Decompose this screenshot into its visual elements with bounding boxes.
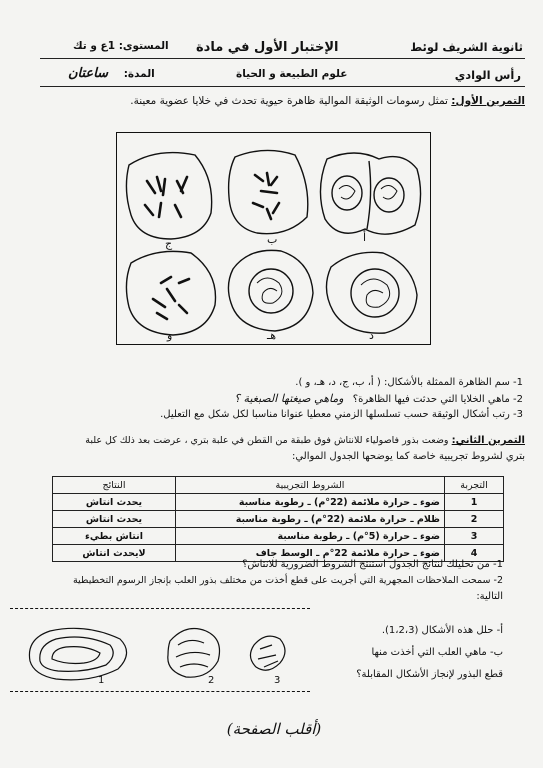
seed-sketches-drawing bbox=[10, 609, 310, 691]
sketch-label-1: 1 bbox=[98, 675, 105, 686]
duration bbox=[68, 66, 155, 81]
table-row bbox=[53, 511, 504, 528]
figure-label-f: و bbox=[167, 329, 173, 342]
figure-label-d: د bbox=[369, 329, 374, 342]
col-header-experiment: التجربة bbox=[445, 477, 504, 494]
figure-label-b: ب bbox=[267, 233, 278, 246]
exercise1-intro-line bbox=[130, 94, 525, 108]
header-divider-top bbox=[40, 58, 525, 59]
school-name: ثانوية الشريف لوئط bbox=[410, 40, 523, 54]
cell-experiment: 2 bbox=[445, 511, 504, 528]
cell-conditions: ضوء ـ حرارة (5°م) ـ رطوبة مناسبة bbox=[176, 528, 445, 545]
cell-experiment: 4 bbox=[445, 545, 504, 562]
subject: علوم الطبيعة و الحياة bbox=[236, 68, 348, 80]
cell-experiment: 1 bbox=[445, 494, 504, 511]
cell-result: يحدث انتاش bbox=[53, 511, 176, 528]
col-header-results: النتائج bbox=[53, 477, 176, 494]
exercise2-sub-b: ب- ماهي العلب التي أخذت منها bbox=[371, 647, 503, 658]
exercise2-sub-b-line2: قطع البذور لإنجاز الأشكال المقابلة؟ bbox=[356, 669, 503, 680]
exercise2-question-2-line2: التالية: bbox=[476, 591, 503, 602]
table-row bbox=[53, 494, 504, 511]
handwritten-answer: وماهي صيغتها الصبغية ؟ bbox=[234, 392, 344, 405]
exercise1-title: التمرين الأول: bbox=[451, 95, 525, 107]
duration-value: ساعتان bbox=[68, 66, 109, 81]
sketch-label-2: 2 bbox=[208, 675, 215, 686]
header-divider-bottom bbox=[40, 86, 525, 87]
region: رأس الوادي bbox=[454, 68, 521, 82]
turn-page-note: (أقلب الصفحة) bbox=[226, 720, 322, 738]
seed-sketches bbox=[10, 608, 310, 692]
experiment-table bbox=[52, 476, 504, 562]
exercise1-intro: تمثل رسومات الوثيقة الموالية ظاهرة حيوية تحدث في خلايا عضوية معينة. bbox=[130, 95, 448, 107]
exercise2-question-2-line1: 2- سمحت الملاحظات المجهرية التي أجريت على قطع أخذت من مختلف بذور العلب بإنجاز الرسوم التخطيطية bbox=[72, 575, 503, 586]
table-header-row bbox=[53, 477, 504, 494]
exercise1-question-2-text: 2- ماهي الخلايا التي حدثت فيها الظاهرة؟ bbox=[352, 394, 523, 405]
cell-result: انتاش بطيء bbox=[53, 528, 176, 545]
duration-label: المدة: bbox=[123, 68, 155, 80]
cell-conditions: ظلام ـ حرارة ملائمة (22°م) ـ رطوبة مناسبة bbox=[176, 511, 445, 528]
cell-experiment: 3 bbox=[445, 528, 504, 545]
exercise1-question-1: 1- سم الظاهرة الممثلة بالأشكال: ( أ، ب، ج، د، هـ، و ). bbox=[295, 377, 523, 388]
cell-conditions: ضوء ـ حرارة ملائمة 22°م ـ الوسط جاف bbox=[176, 545, 445, 562]
sketch-label-3: 3 bbox=[274, 675, 281, 686]
table-row bbox=[53, 528, 504, 545]
col-header-conditions: الشروط التجريبية bbox=[176, 477, 445, 494]
cell-result: يحدث انتاش bbox=[53, 494, 176, 511]
exercise2-sub-a: أ- حلل هذه الأشكال (1،2،3). bbox=[381, 625, 503, 636]
cell-result: لايحدث انتاش bbox=[53, 545, 176, 562]
exercise2-title: التمرين الثاني: bbox=[451, 435, 525, 446]
exercise2-intro-1: وضعت بذور فاصولياء للانتاش فوق طبقة من القطن في علبة بتري ، عرضت بعد ذلك كل علبة bbox=[85, 435, 449, 446]
cell-conditions: ضوء ـ حرارة ملائمة (22°م) ـ رطوبة مناسبة bbox=[176, 494, 445, 511]
figure-label-e: هـ bbox=[267, 329, 277, 342]
figure-label-c: ج bbox=[165, 237, 173, 250]
exercise2-intro-line2: بتري لشروط تجريبية خاصة كما يوضحها الجدول الموالي: bbox=[291, 451, 525, 462]
exam-title: الإختبار الأول في مادة bbox=[196, 40, 339, 55]
exercise1-question-2 bbox=[234, 392, 523, 407]
exercise2-intro-line1 bbox=[85, 434, 525, 448]
cell-division-figure bbox=[116, 132, 431, 345]
exercise2-question-1: 1- من تحليلك لنتائج الجدول استنتج الشروط الضرورية للانتاش؟ bbox=[242, 559, 503, 570]
level: المستوى: 1ع و تك bbox=[73, 40, 169, 52]
figure-label-a: أ bbox=[363, 231, 367, 244]
exercise1-question-3: 3- رتب أشكال الوثيقة حسب تسلسلها الزمني معطيا عنوانا مناسبا لكل شكل مع التعليل. bbox=[160, 409, 523, 420]
